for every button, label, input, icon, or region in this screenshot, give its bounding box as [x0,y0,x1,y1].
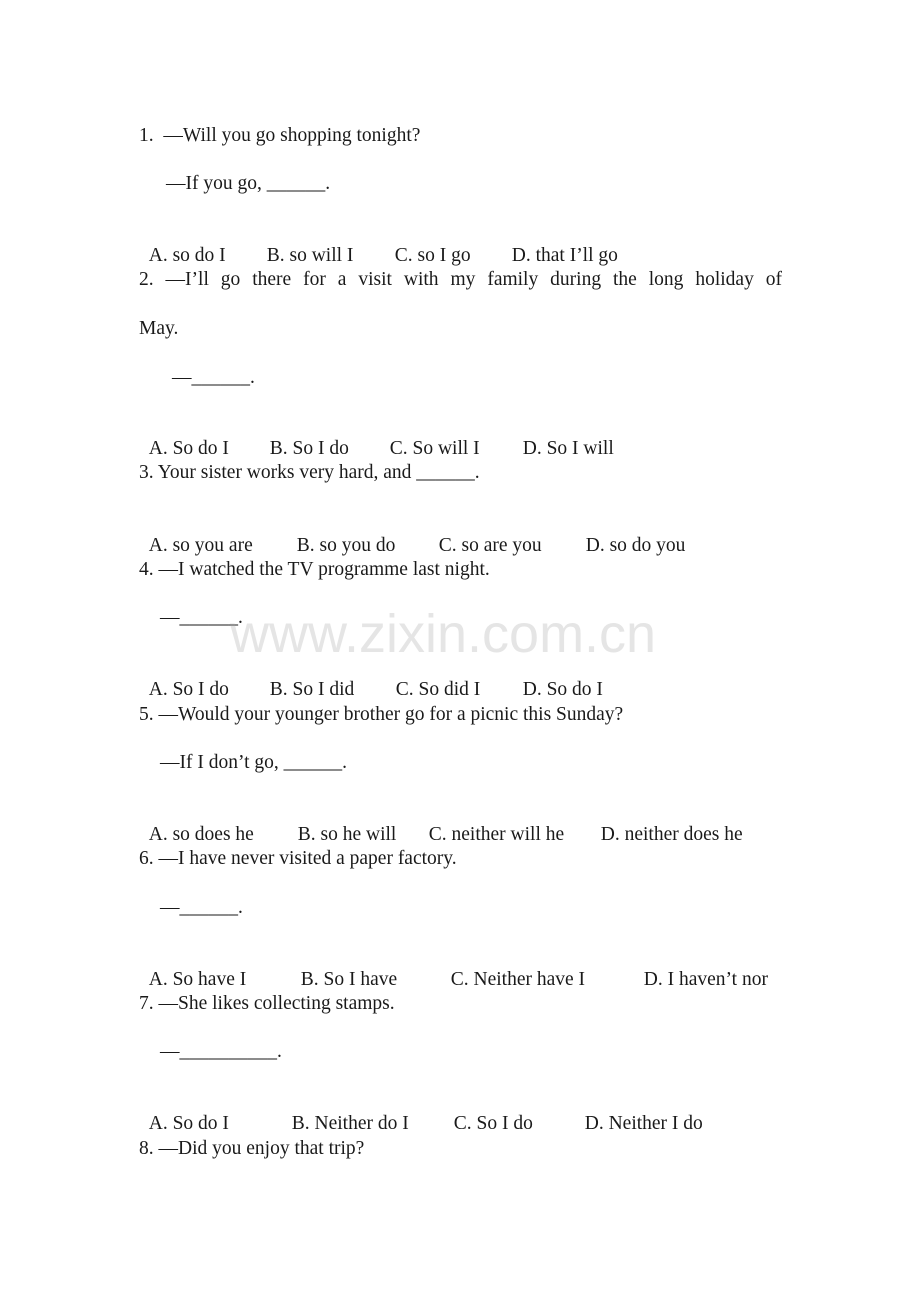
option-c: C. Neither have I [450,969,586,990]
question-3-options [139,510,685,558]
option-a: A. So do I [148,1113,229,1134]
question-1-prompt: 1. —Will you go shopping tonight? [139,125,421,146]
question-1-reply: —If you go, ______. [166,173,331,194]
option-a: A. so does he [148,824,254,845]
option-d: D. so do you [585,535,686,556]
question-2-reply: —______. [172,367,255,388]
option-c: C. So I do [453,1113,533,1134]
option-b: B. So I did [269,679,355,700]
question-6-prompt: 6. —I have never visited a paper factory. [139,848,457,869]
option-c: C. So will I [389,438,480,459]
option-c: C. So did I [395,679,481,700]
question-7-reply: —__________. [160,1041,282,1062]
option-d: D. neither does he [600,824,743,845]
question-2-prompt-line-2: May. [139,318,179,339]
option-a: A. so you are [148,535,253,556]
option-c: C. so I go [394,245,471,266]
question-2-prompt-line-1: 2. —I’ll go there for a visit with my family during the long holiday of [139,269,782,290]
option-d: D. I haven’t nor [643,969,768,990]
option-b: B. So I do [269,438,349,459]
option-b: B. So I have [300,969,398,990]
question-7-prompt: 7. —She likes collecting stamps. [139,993,395,1014]
question-5-reply: —If I don’t go, ______. [160,752,348,773]
option-d: D. Neither I do [584,1113,703,1134]
option-c: C. neither will he [428,824,565,845]
option-a: A. so do I [148,245,226,266]
question-6-options [139,944,768,992]
option-d: D. So do I [522,679,603,700]
option-b: B. so he will [297,824,397,845]
question-5-options [139,799,743,847]
option-d: D. that I’ll go [511,245,618,266]
option-c: C. so are you [438,535,542,556]
question-7-options [139,1088,703,1136]
question-5-prompt: 5. —Would your younger brother go for a picnic this Sunday? [139,704,624,725]
question-6-reply: —______. [160,897,243,918]
option-d: D. So I will [522,438,614,459]
option-b: B. Neither do I [291,1113,409,1134]
watermark: www.zixin.com.cn [230,604,657,664]
question-4-prompt: 4. —I watched the TV programme last night. [139,559,490,580]
question-3-prompt: 3. Your sister works very hard, and ______. [139,462,480,483]
option-b: B. so you do [296,535,396,556]
question-4-reply: —______. [160,607,243,628]
option-a: A. So have I [148,969,247,990]
question-8-prompt: 8. —Did you enjoy that trip? [139,1138,365,1159]
question-1-options [139,220,618,268]
option-a: A. So do I [148,438,229,459]
option-a: A. So I do [148,679,229,700]
option-b: B. so will I [266,245,354,266]
question-2-options [139,413,614,461]
